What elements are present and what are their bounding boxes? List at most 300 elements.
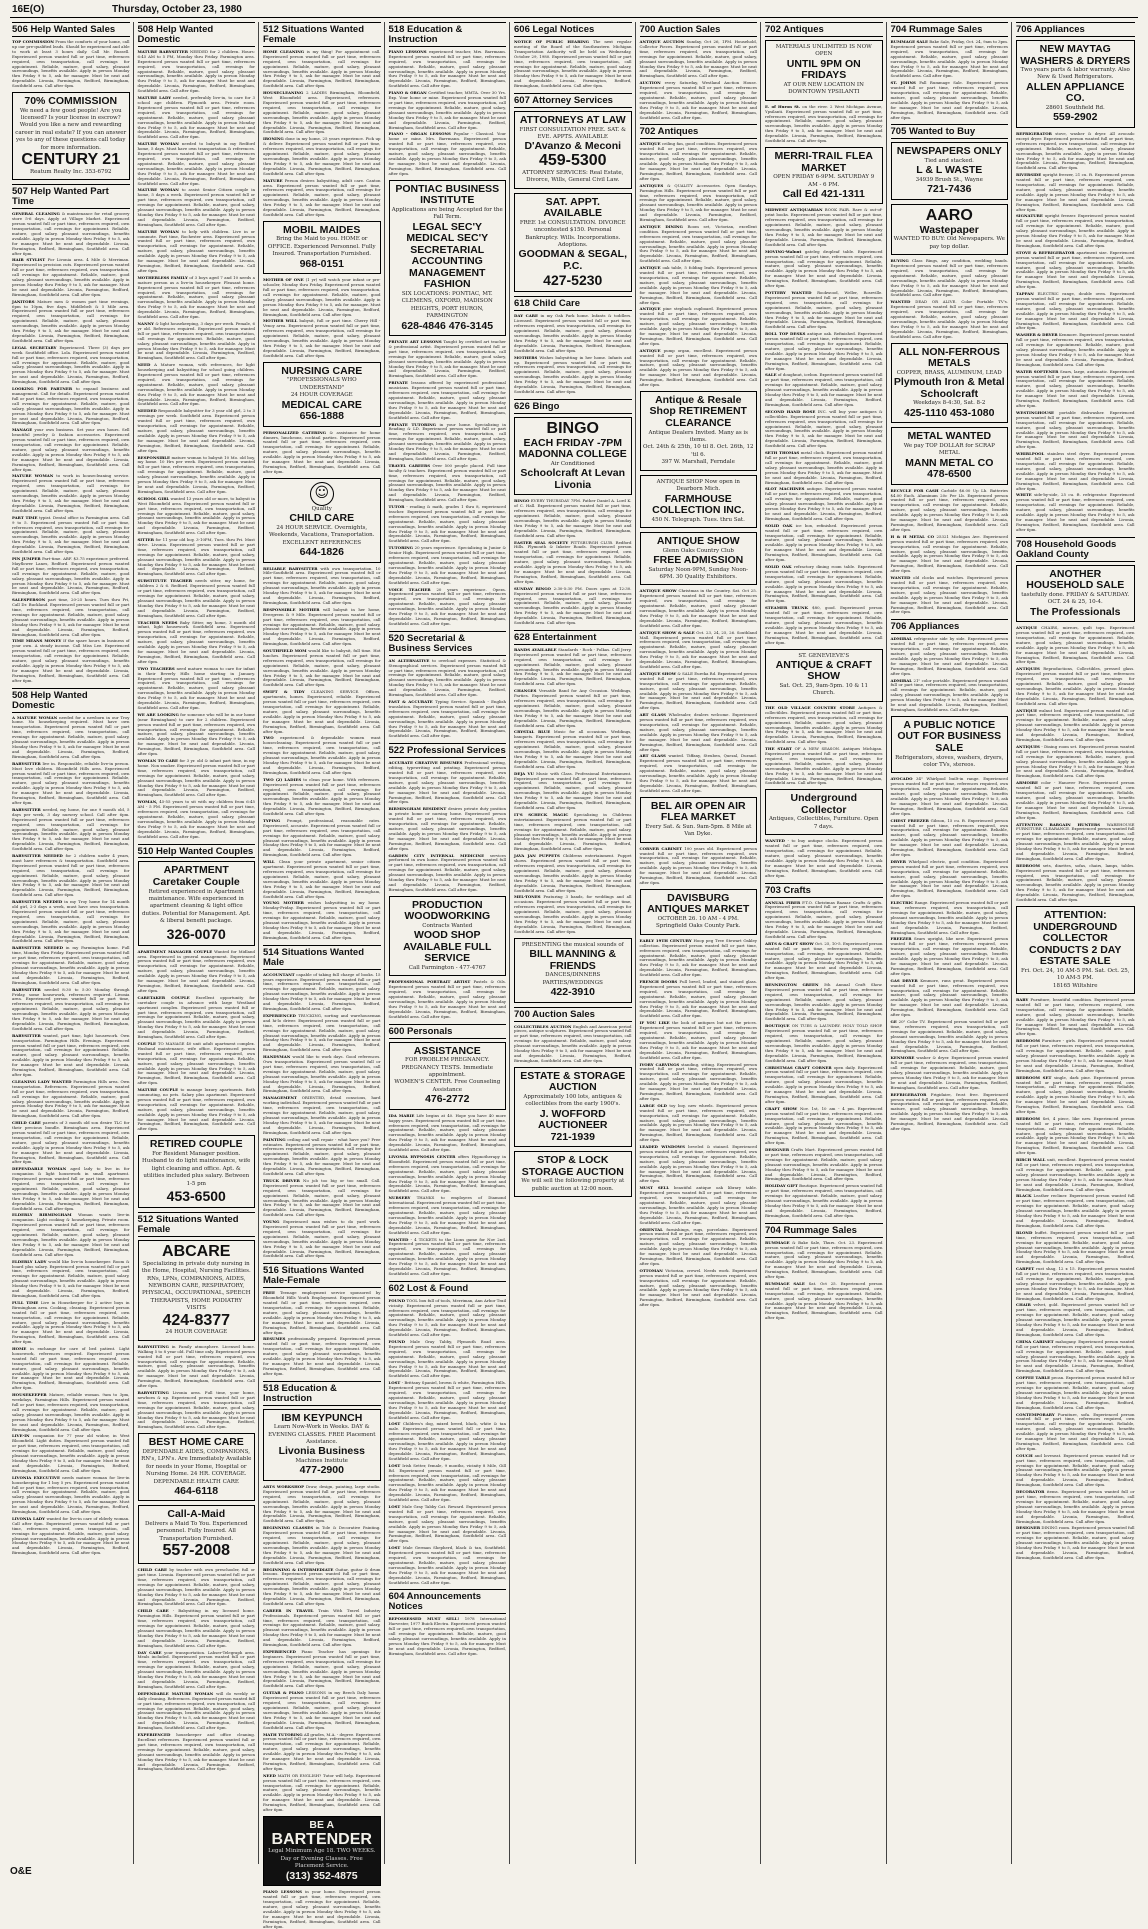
ad-filler: Experienced person wanted full or part time, references required, own transportation, call evenings for appointment. Reliable, mature, good salary, pleasant surroundings, benefits available. Apply in person Monday thru Friday 9 to 5, ask for manager. Must be neat and dependable. Livonia, Farmington, Redford, Birmingham, Southfield area. Call after 6pm. [388,857,506,892]
ad-text: LESSONS in my Beech Daly home. [306,1690,381,1696]
ad-lead: RESUMES [263,1336,286,1342]
ad-text: & light housekeeping, 3 days per week. Female, 6 yr old. References required. [137,320,255,331]
ad-filler: Experienced person wanted full or part time, references required, own transportation, call evenings for appointment. Reliable, mature, good salary, pleasant surroundings, benefits available. Apply in person Monday thru Friday 9 to 5, ask for manager. Must be neat and dependable. Livonia, Farmington, Redford, Birmingham, Southfield area. Call after 6pm. [12,1304,130,1345]
ad-filler: Experienced person wanted full or part time, references required, own transportation, call evenings for appointment. Reliable, mature, good salary, pleasant surroundings, benefits available. Apply in person Monday thru Friday 9 to 5, ask for manager. Must be neat and dependable. Livonia, Farmington, Redford, Birmingham, Southfield area. Call after 6pm. [639,1144,757,1184]
display-ad [138,1505,256,1564]
ad-lead: WASHER & DRYER [1016,332,1058,338]
classified-ad [12,988,130,1032]
classified-ad [1016,251,1135,290]
ad-lead: CARPET [1016,1266,1035,1272]
ad-lead: TYPING [263,817,281,823]
ad-lead: POTTERY WANTED [765,289,812,295]
classified-ad [765,373,883,407]
ad-lead: LOST [388,1462,401,1468]
ad-filler: Experienced person wanted full or part time, references required, own transportation, call evenings for appointment. Reliable, mature, good salary, pleasant surroundings, benefits available. Apply in person Monday thru Friday 9 to 5, ask for manager. Must be neat and dependable. Livonia, Farmington, Redford, Birmingham, Southfield area. Call after 6pm. [12,950,130,985]
classified-ad [138,1651,256,1690]
ad-lead: SUNDAY BINGO [514,585,551,591]
ad-filler: Experienced person wanted full or part time, references required, own transportation, call evenings for appointment. Reliable, mature, good salary, pleasant surroundings, benefits available. Apply in person Monday thru Friday 9 to 5, ask for manager. Must be neat and dependable. Livonia, Farmington, Redford, Birmingham, Southfield area. Call after 6pm. [765,294,883,330]
ad-filler: Experienced person wanted full or part time, references required, own transportation, call evenings for appointment. Reliable, mature, good salary, pleasant surroundings, benefits available. Apply in person Monday thru Friday 9 to 5, ask for manager. Must be neat and dependable. Livonia, Farmington, Redford, Birmingham, Southfield area. Call after 6pm. [765,751,883,786]
ad-lead: ACCOUNTANT [263,971,295,977]
ad-filler: Experienced person wanted full or part time, references required, own transportation, call evenings for appointment. Reliable, mature, good salary, pleasant surroundings, benefits available. Apply in person Monday thru Friday 9 to 5, ask for manager. Must be neat and dependable. Livonia, Farmington, Redford, Birmingham, Southfield area. Call after 6pm. [388,426,506,461]
display-ad [514,1067,632,1148]
ad-text: needed, my home, for one 9 month old, 5 days per week, 3 day nursery school. Call after 6pm. [12,806,130,817]
ad-text: Antiques & collectibles. [765,704,883,715]
ad-lead: SWIFT & TIDY [263,689,305,695]
ad-filler: Experienced person wanted full or part time, references required, own transportation, call evenings for appointment. Reliable, mature, good salary, pleasant surroundings, benefits available. Apply in person Monday thru Friday 9 to 5, ask for manager. Must be neat and dependable. Livonia, Farmington, Redford, Birmingham, Southfield area. Call after 6pm. [765,331,883,371]
ad-text: toy boy, new wheels. [669,1102,714,1108]
section-heading: 626 Bingo [514,399,632,414]
classified-section [765,1223,883,1321]
ad-text: Professional writing, editing, typewriting and printing. [388,760,506,771]
display-ad-line: 70% COMMISSION [24,95,118,108]
ad-filler: Experienced person wanted full or part time, references required, own transportation, call evenings for appointment. Reliable, mature, good salary, pleasant surroundings, benefits available. Apply in person Monday thru Friday 9 to 5, ask for manager. Must be neat and dependable. Livonia, Farmington, Redford, Birmingham, Southfield area. Call after 6pm. [263,781,381,817]
ad-lead: ANTIQUE DINING [639,223,683,229]
ad-lead: HOME [12,1346,27,1352]
classified-section [765,22,883,879]
ad-filler: Experienced person wanted full or part time, references required, own transportation, call evenings for appointment. Reliable, mature, good salary, pleasant surroundings, benefits available. Apply in person Monday thru Friday 9 to 5, ask for manager. Must be neat and dependable. Livonia, Farmington, Redford, Birmingham, Southfield area. Call after 6pm. [137,58,255,94]
classified-ad [263,901,381,940]
ad-filler: Experienced person wanted full or part time, references required, own transportation, call evenings for appointment. Reliable, mature, good salary, pleasant surroundings, benefits available. Apply in person Monday thru Friday 9 to 5, ask for manager. Must be neat and dependable. Livonia, Farmington, Redford, Birmingham, Southfield area. Call after 6pm. [1016,625,1135,665]
ad-filler: Experienced person wanted full or part time, references required, own transportation, call evenings for appointment. Reliable, mature, good salary, pleasant surroundings, benefits available. Apply in person Monday thru Friday 9 to 5, ask for manager. Must be neat and dependable. Livonia, Farmington, Redford, Birmingham, Southfield area. Call after 6pm. [263,976,381,1011]
ad-filler: Experienced person wanted full or part time, references required, own transportation, call evenings for appointment. Reliable, mature, good salary, pleasant surroundings, benefits available. Apply in person Monday thru Friday 9 to 5, ask for manager. Must be neat and dependable. Livonia, Farmington, Redford, Birmingham, Southfield area. Call after 6pm. [388,1503,506,1544]
ad-text: 21" color portable. [913,677,951,683]
ad-text: in Family atmosphere. Licensed home. Walking 5 to 8 year old. Full time only. [137,1343,255,1354]
ad-text: desires private duty position in private home or nursing home. [388,806,506,817]
display-ad-line: PRESENTING the musical sounds of [521,941,624,948]
classified-ad [263,973,381,1012]
ad-filler: Experienced person wanted full or part time, references required, own transportation, call evenings for appointment. Reliable, mature, good salary, pleasant surroundings, benefits available. Apply in person Monday thru Friday 9 to 5, ask for manager. Must be neat and dependable. Livonia, Farmington, Redford, Birmingham, Southfield area. Call after 6pm. [514,53,632,89]
ad-filler: Experienced person wanted full or part time, references required, own transportation, call evenings for appointment. Reliable, mature, good salary, pleasant surroundings, benefits available. Apply in person Monday thru Friday 9 to 5, ask for manager. Must be neat and dependable. Livonia, Farmington, Redford, Birmingham, Southfield area. Call after 6pm. [12,308,130,343]
ad-text: would like to babysit, full time. Hot lunches. [263,648,381,658]
classified-ad [891,259,1009,298]
ad-lead: NANNY [137,320,154,326]
classified-ad [12,598,130,637]
classified-ad [12,1347,130,1391]
ad-lead: ANTIQUE SHOW [639,670,677,676]
display-ad-line: 24 HOUR COVERAGE [165,1329,228,1336]
classified-ad [640,40,758,79]
ad-filler: Experienced person wanted full or part time, references required, own transportation, call evenings for appointment. Reliable, mature, good salary, pleasant surroundings, benefits available. Apply in person Monday thru Friday 9 to 5, ask for manager. Must be neat and dependable. Livonia, Farmington, Redford, Birmingham, Southfield area. Call after 6pm. [12,724,130,759]
classified-ad [1016,1076,1135,1115]
ad-text: to help with children. Live in or commute. Part time, Rochester area. [137,228,255,239]
ad-text: Over 500 people placed. Full time faculty & teachers. [388,462,506,473]
ad-filler: Experienced person wanted full or part time, references required, own transportation, call evenings for appointment. Reliable, mature, good salary, pleasant surroundings, benefits available. Apply in person Monday thru Friday 9 to 5, ask for manager. Must be neat and dependable. Livonia, Farmington, Redford, Birmingham, Southfield area. Call after 6pm. [639,187,757,223]
ad-filler: Experienced person wanted full or part time, references required, own transportation, call evenings for appointment. Reliable, mature, good salary, pleasant surroundings, benefits available. Apply in person Monday thru Friday 9 to 5, ask for manager. Must be neat and dependable. Livonia, Farmington, Redford, Birmingham, Southfield area. Call after 6pm. [514,359,632,395]
classified-section [765,883,883,1219]
classified-ad [640,672,758,711]
classified-ad [1016,370,1135,409]
ad-lead: MATURE WOMAN [137,228,179,234]
ad-filler: Experienced person wanted full or part time, references required, own transportation, call evenings for appointment. Reliable, mature, good salary, pleasant surroundings, benefits available. Apply in person Monday thru Friday 9 to 5, ask for manager. Must be neat and dependable. Livonia, Farmington, Redford, Birmingham, Southfield area. Call after 6pm. [263,100,381,135]
ad-filler: Experienced person wanted full or part time, references required, own transportation, call evenings for appointment. Reliable, mature, good salary, pleasant surroundings, benefits available. Apply in person Monday thru Friday 9 to 5, ask for manager. Must be neat and dependable. Livonia, Farmington, Redford, Birmingham, Southfield area. Call after 6pm. [890,936,1008,976]
ad-text: professionally prepared. [287,1336,338,1342]
ad-filler: Experienced person wanted full or part time, references required, own transportation, call evenings for appointment. Reliable, mature, good salary, pleasant surroundings, benefits available. Apply in person Monday thru Friday 9 to 5, ask for manager. Must be neat and dependable. Livonia, Farmington, Redford, Birmingham, Southfield area. Call after 6pm. [1016,1193,1135,1228]
ad-filler: Experienced person wanted full or part time, references required, own transportation, call evenings for appointment. Reliable, mature, good salary, pleasant surroundings, benefits available. Apply in person Monday thru Friday 9 to 5, ask for manager. Must be neat and dependable. Livonia, Farmington, Redford, Birmingham, Southfield area. Call after 6pm. [514,503,632,538]
ad-lead: FRENCH DOORS [639,979,678,985]
ad-text: TRUCKING, sorting and warehouseman and hi-lo driver. [263,1012,381,1023]
ad-text: will do weekly or daily cleaning. References. [137,1690,255,1701]
ad-text: pecan. [1051,1375,1065,1381]
ad-lead: DEJA VU [514,770,534,776]
ad-lead: WOMAN TO CARE [137,758,178,763]
ad-text: old clocks and watches. [913,575,965,581]
ad-text: English and American period pieces, antique sculptures. [514,1023,632,1034]
classified-ad [640,349,758,388]
classified-ad [389,854,507,893]
ad-text: Set, 4 piece, like new. [1042,1115,1092,1121]
classified-ad [765,1184,883,1218]
display-ad-line: 450 N. Telegraph. Tues. thru Sat. [651,516,745,523]
ad-text: Whirlpool electric, good condition. [908,858,981,864]
ad-lead: ART GLASS [639,712,666,718]
ad-filler: Experienced person wanted full or part time, references required, own transportation, call evenings for appointment. Reliable, mature, good salary, pleasant surroundings, benefits available. Apply in person Monday thru Friday 9 to 5, ask for manager. Must be neat and dependable. Livonia, Farmington, Redford, Birmingham, Southfield area. Call after 6pm. [388,550,506,585]
ad-lead: PRIVATE TUTORING [388,421,436,427]
ad-lead: WOMAN, [137,799,158,805]
display-ad-line: FREE 1st CONSULTATION. DIVORCE uncontested $150. Personal Bankruptcy. Wills. Incorporations. Adoptions. [519,219,626,248]
ad-text: oak table, 5 folding leafs. [662,265,715,271]
display-ad-line: BINGO [546,419,599,437]
ad-filler: Experienced person wanted full or part time, references required, own transportation, call evenings for appointment. Reliable, mature, good salary, pleasant surroundings, benefits available. Apply in person Monday thru Friday 9 to 5, ask for manager. Must be neat and dependable. Livonia, Farmington, Redford, Birmingham, Southfield area. Call after 6pm. [263,1653,381,1689]
ad-lead: HAIR STYLIST [12,257,46,263]
classified-ad [640,1104,758,1143]
ad-lead: BABY [1016,997,1029,1003]
classified-ad [640,939,758,978]
ad-filler: Experienced person wanted full or part time, references required, own transportation, call evenings for appointment. Reliable, mature, good salary, pleasant surroundings, benefits available. Apply in person Monday thru Friday 9 to 5, ask for manager. Must be neat and dependable. Livonia, Farmington, Redford, Birmingham, Southfield area. Call after 6pm. [1016,1229,1135,1265]
page-header [10,4,1138,18]
ad-filler: Experienced person wanted full or part time, references required, own transportation, call evenings for appointment. Reliable, mature, good salary, pleasant surroundings, benefits available. Apply in person Monday thru Friday 9 to 5, ask for manager. Must be neat and dependable. Livonia, Farmington, Redford, Birmingham, Southfield area. Call after 6pm. [137,1571,255,1607]
display-ad-line: ANTIQUE SHOW [656,535,740,548]
classified-section [891,124,1009,615]
ad-text: color - Hanover Piece. [1041,780,1091,786]
ad-lead: BOUTIQUE [765,1023,790,1029]
ad-lead: MIDWEST ANTIQUARIAN [765,207,823,213]
display-ad-line: 425-1110 453-1080 [903,406,995,419]
display-ad-line: 24 HOUR SERVICE. Overnights, Weekends, Vacations, Transportation. EXCELLENT REFERENCES [269,524,375,546]
ad-filler: Experienced person wanted full or part time, references required, own transportation, call evenings for appointment. Reliable, mature, good salary, pleasant surroundings, benefits available. Apply in person Monday thru Friday 9 to 5, ask for manager. Must be neat and dependable. Livonia, Farmington, Redford, Birmingham, Southfield area. Call after 6pm. [12,1479,130,1515]
classified-ad [514,356,632,395]
ad-filler: Experienced person wanted full or part time, references required, own transportation, call evenings for appointment. Reliable, mature, good salary, pleasant surroundings, benefits available. Apply in person Monday thru Friday 9 to 5, ask for manager. Must be neat and dependable. Livonia, Farmington, Redford, Birmingham, Southfield area. Call after 6pm. [639,983,757,1019]
display-ad-line: Saturday Noon-9PM, Sunday Noon-6PM. 30 Quality Exhibitors. [648,566,749,580]
page-footer [10,1866,1138,1882]
display-ad-line: Quality [311,505,332,512]
classified-ad [263,1179,381,1218]
ad-filler: Experienced person wanted full or part time, references required, own transportation, call evenings for appointment. Reliable, mature, good salary, pleasant surroundings, benefits available. Apply in person Monday thru Friday 9 to 5, ask for manager. Must be neat and dependable. Livonia, Farmington, Redford, Birmingham, Southfield area. Call after 6pm. [263,282,381,317]
classified-ad [12,1260,130,1299]
display-ad-line: DAVISBURG ANTIQUES MARKET [647,891,750,916]
ad-text: Reproductions, Collectibles, pressed glass. [1043,666,1135,672]
ad-lead: ANTIQUE [639,141,661,147]
classified-ad [263,690,381,734]
ad-lead: TWO (2) LADIES [263,776,302,782]
ad-text: antique. [806,486,823,492]
ad-text: ORIENTED, detail conscious, hard working individual. [263,1095,381,1106]
section-heading: 606 Legal Notices [514,22,632,37]
ad-lead: SCHOOL GIRL [137,495,170,501]
display-ad-line: 326-0070 [166,925,226,942]
classified-ad [891,937,1009,976]
section-heading: 518 Education & Instruction [263,1381,381,1406]
classified-ad [389,132,507,176]
ad-text: Crafts Mart. [790,1147,816,1153]
display-ad [891,142,1009,199]
ad-text: Part-time. ABF. $3.75 experience preferred. Mayflower Lanes, Redford. [12,555,130,566]
ad-lead: MATURE WOMAN [12,473,54,479]
ad-lead: REFRIGERATOR [890,1091,927,1097]
display-ad [1016,565,1135,622]
classified-ad [138,1345,256,1389]
ad-lead: FREEZER [890,936,912,942]
ad-lead: BEDROOM [1016,1115,1040,1121]
ad-filler: Experienced person wanted full or part time, references required, own transportation, call evenings for appointment. Reliable, mature, good salary, pleasant surroundings, benefits available. Apply in person Monday thru Friday 9 to 5, ask for manager. Must be neat and dependable. Livonia, Farmington, Redford, Birmingham, Southfield area. Call after 6pm. [263,694,381,734]
section-heading: 600 Personals [389,1024,507,1039]
classified-ad [891,777,1009,816]
classified-ad [1016,333,1135,367]
ad-text: offers Hypnotherapy in Bloomfield. [388,1154,506,1164]
ad-text: PITTSBURGH CLUB. Redford Hills. Plymouth & Inkster Roads. [514,539,632,550]
classified-ad [263,179,381,218]
ad-filler: Experienced person wanted full or part time, references required, own transportation, call evenings for appointment. Reliable, mature, good salary, pleasant surroundings, benefits available. Apply in person Monday thru Friday 9 to 5, ask for manager. Must be neat and dependable. Livonia, Farmington, Redford, Birmingham, Southfield area. Call after 6pm. [890,677,1008,712]
display-ad-line: 478-6500 [927,468,972,481]
ad-lead: PART TIME [12,514,38,520]
classified-ad [12,387,130,426]
ad-text: Clean your private apartment, senior citizen apartment. [263,859,381,870]
classified-ad [138,996,256,1040]
ad-text: Irish Setter, female, 9 months, vicinity 8 Mile, Gill Rd. [388,1462,506,1473]
ad-text: sets, dinettes, sofas, chairs, lamps, tables. [1042,862,1135,868]
ad-filler: Experienced person wanted full or part time, references required, own transportation, call evenings for appointment. Reliable, mature, good salary, pleasant surroundings, benefits available. Apply in person Monday thru Friday 9 to 5, ask for manager. Must be neat and dependable. Livonia, Farmington, Redford, Birmingham, Southfield area. Call after 6pm. [1016,249,1135,290]
ad-filler: Experienced person wanted full or part time, references required, own transportation, call evenings for appointment. Reliable, mature, good salary, pleasant surroundings, benefits available. Apply in person Monday thru Friday 9 to 5, ask for manager. Must be neat and dependable. Livonia, Farmington, Redford, Birmingham, Southfield area. Call after 6pm. [890,533,1008,574]
ad-text: F.T.O. Christmas Bazaar. Crafts & gifts. [802,899,883,905]
display-ad-line: 968-0151 [299,257,344,270]
ad-text: mahogany. [1055,1338,1077,1344]
ad-filler: Experienced person wanted full or part time, references required, own transportation, call evenings for appointment. Reliable, mature, good salary, pleasant surroundings, benefits available. Apply in person Monday thru Friday 9 to 5, ask for manager. Must be neat and dependable. Livonia, Farmington, Redford, Birmingham, Southfield area. Call after 6pm. [137,500,255,536]
ad-text: open daily. [833,1064,856,1070]
classified-ad [765,565,883,604]
ad-filler: Experienced person wanted full or part time, references required, own transportation, call evenings for appointment. Reliable, mature, good salary, pleasant surroundings, benefits available. Apply in person Monday thru Friday 9 to 5, ask for manager. Must be neat and dependable. Livonia, Farmington, Redford, Birmingham, Southfield area. Call after 6pm. [12,765,130,805]
classified-section [891,619,1009,1132]
classified-ad [640,184,758,223]
ad-text: Woman wants live-in companion. Light cooking & housekeeping. Private room. [12,1212,130,1223]
ad-filler: Experienced person wanted full or part time, references required, own transportation, call evenings for appointment. Reliable, mature, good salary, pleasant surroundings, benefits available. Apply in person Monday thru Friday 9 to 5, ask for manager. Must be neat and dependable. Livonia, Farmington, Redford, Birmingham, Southfield area. Call after 6pm. [388,765,506,805]
ad-lead: ARMOIRE [1016,780,1038,786]
classified-ad [640,266,758,305]
ad-text: 20 years experience. Opera. [436,586,506,592]
ad-text: Specializing in Childrens entertainment. [514,811,632,822]
ad-text: Room set, Victorian, excellent condition. [639,223,757,234]
ad-filler: Experienced person wanted full or part time, references required, own transportation, call evenings for appointment. Reliable, mature, good salary, pleasant surroundings, benefits available. Apply in person Monday thru Friday 9 to 5, ask for manager. Must be neat and dependable. Livonia, Farmington, Redford, Birmingham, Southfield area. Call after 6pm. [137,1736,255,1772]
classified-ad [765,1066,883,1105]
ad-filler: Experienced person wanted full or part time, references required, own transportation, call evenings for appointment. Reliable, mature, good salary, pleasant surroundings, benefits available. Apply in person Monday thru Friday 9 to 5, ask for manager. Must be neat and dependable. Livonia, Farmington, Redford, Birmingham, Southfield area. Call after 6pm. [514,651,632,687]
ad-text: Person desires babysitting, adult care. Canton area. [263,177,381,188]
classified-section [1016,22,1135,533]
ad-filler: Experienced person wanted full or part time, references required, own transportation, call evenings for appointment. Reliable, mature, good salary, pleasant surroundings, benefits available. Apply in person Monday thru Friday 9 to 5, ask for manager. Must be neat and dependable. Livonia, Farmington, Redford, Birmingham, Southfield area. Call after 6pm. [263,1488,381,1524]
ad-lead: FOUND [388,1338,405,1344]
ad-text: Train With Travel Industry Professionals. [263,1607,381,1618]
classified-ad [1016,214,1135,248]
classified-ad [1016,1454,1135,1488]
display-ad-line: Specializing in private duty nursing in the Home, Hospital, Nursing Facilities. RNs, LPNs, COMPANIONS, AIDES, NEWBORN CARE, RESPIRATORY, PHYSICAL, OCCUPATIONAL, SPEECH THERAPISTS, HOME PODIATRY VISITS [141,1260,251,1312]
classified-ad [640,142,758,181]
section-heading: 607 Attorney Services [514,93,632,108]
ad-text: for 11 year old boy, 3-10PM, Tues. thru Fri. Must drive. Livonia. [137,537,255,547]
ad-filler: Experienced person wanted full or part time, references required, own transportation, call evenings for appointment. Reliable, mature, good salary, pleasant surroundings, benefits available. Apply in person Monday thru Friday 9 to 5, ask for manager. Must be neat and dependable. Livonia, Farmington, Redford, Birmingham, Southfield area. Call after 6pm. [388,591,506,626]
classified-ad [514,541,632,585]
classified-ad [138,363,256,407]
display-ad-line: ALLEN APPLIANCE CO. [1026,80,1125,105]
classified-section [640,124,758,1308]
classified-ad [138,96,256,140]
classified-ad [263,1650,381,1689]
classified-ad [138,1568,256,1607]
classified-ad [1016,781,1135,820]
classified-ad [1016,493,1135,532]
ad-text: your transportation. Lahser-Telegraph area. Meals included. [137,1649,255,1660]
ad-lead: ADMIRAL [890,677,913,683]
ad-lead: PRIVATE ART LESSONS [388,339,442,345]
ad-text: capable of taking full charge of books. 15 years experience. [263,971,381,982]
ad-lead: LEADED WINDOWS [639,1144,685,1150]
ad-filler: Experienced person wanted full or part time, references required, own transportation, call evenings for appointment. Reliable, mature, good salary, pleasant surroundings, benefits available. Apply in person Monday thru Friday 9 to 5, ask for manager. Must be neat and dependable. Livonia, Farmington, Redford, Birmingham, Southfield area. Call after 6pm. [12,602,130,637]
ad-lead: MATURE COUPLE [137,1087,179,1093]
classified-ad [138,538,256,577]
ad-lead: CHINA CABINET [1016,1338,1054,1344]
ad-lead: WESTINGHOUSE [1016,409,1054,415]
display-ad [138,1433,256,1501]
ad-filler: Experienced person wanted full or part time, references required, own transportation, call evenings for appointment. Reliable, mature, good salary, pleasant surroundings, benefits available. Apply in person Monday thru Friday 9 to 5, ask for manager. Must be neat and dependable. Livonia, Farmington, Redford, Birmingham, Southfield area. Call after 6pm. [890,858,1008,899]
classified-ad [514,1025,632,1064]
ad-filler: Experienced person wanted full or part time, references required, own transportation, call evenings for appointment. Reliable, mature, good salary, pleasant surroundings, benefits available. Apply in person Monday thru Friday 9 to 5, ask for manager. Must be neat and dependable. Livonia, Farmington, Redford, Birmingham, Southfield area. Call after 6pm. [765,986,883,1022]
ad-text: pine stepback cupboard. [662,306,714,312]
ad-filler: Experienced person wanted full or part time, references required, own transportation, call evenings for appointment. Reliable, mature, good salary, pleasant surroundings, benefits available. Apply in person Monday thru Friday 9 to 5, ask for manager. Must be neat and dependable. Livonia, Farmington, Redford, Birmingham, Southfield area. Call after 6pm. [1016,451,1135,491]
ad-lead: BABYSITTING [137,1390,169,1396]
ad-text: For Livonia area. 4 Mile & Merriman. Experienced in precision cuts. [12,257,130,268]
ad-text: If the spare hours in business of your own. A steady income. Call Miss Lee. [12,638,130,649]
classified-ad [389,1196,507,1235]
section-heading: 508 Help Wanted Domestic [138,22,256,47]
ad-lead: GAS DRYER [890,977,918,983]
classified-ad [263,1055,381,1094]
classified-ad [263,1337,381,1376]
ad-text: All grades, M.A. - degree. [303,1731,355,1737]
classified-ad [1016,292,1135,331]
ad-lead: HOLIDAY GIFT [765,1183,798,1189]
display-ad-line: APARTMENT [163,864,229,877]
ad-filler: Experienced person wanted full or part time, references required, own transportation, call evenings for appointment. Reliable, mature, good salary, pleasant surroundings, benefits available. Apply in person Monday thru Friday 9 to 5, ask for manager. Must be neat and dependable. Livonia, Farmington, Redford, Birmingham, Southfield area. Call after 6pm. [388,811,506,851]
ad-text: Standards - Rock - Polkas. Call Jerry. [558,646,632,652]
ad-text: Pastels & Oils. [473,979,507,985]
classified-ad [514,40,632,89]
classified-ad [263,736,381,775]
ad-lead: WILL [263,859,275,865]
ad-filler: Experienced person wanted full or part time, references required, own transportation, call evenings for appointment. Reliable, mature, good salary, pleasant surroundings, benefits available. Apply in person Monday thru Friday 9 to 5, ask for manager. Must be neat and dependable. Livonia, Farmington, Redford, Birmingham, Southfield area. Call after 6pm. [12,1222,130,1257]
ad-filler: Experienced person wanted full or part time, references required, own transportation, call evenings for appointment. Reliable, mature, good salary, pleasant surroundings, benefits available. Apply in person Monday thru Friday 9 to 5, ask for manager. Must be neat and dependable. Livonia, Farmington, Redford, Birmingham, Southfield area. Call after 6pm. [514,318,632,353]
ad-filler: Experienced person wanted full or part time, references required, own transportation, call evenings for appointment. Reliable, mature, good salary, pleasant surroundings, benefits available. Apply in person Monday thru Friday 9 to 5, ask for manager. Must be neat and dependable. Livonia, Farmington, Redford, Birmingham, Southfield area. Call after 6pm. [137,1695,255,1731]
ad-filler: Experienced person wanted full or part time, references required, own transportation, call evenings for appointment. Reliable, mature, good salary, pleasant surroundings, benefits available. Apply in person Monday thru Friday 9 to 5, ask for manager. Must be neat and dependable. Livonia, Farmington, Redford, Birmingham, Southfield area. Call after 6pm. [890,1055,1008,1090]
classified-ad [891,81,1009,120]
ad-text: in your home. Specializing in Reading & LD. [388,421,506,432]
display-ad-line: SIX LOCATIONS: PONTIAC, MT. CLEMENS, OXFORD, MADISON HEIGHTS, PORT HURON, FARMINGTON [401,290,493,320]
ad-lead: SOLID OAK [765,564,792,570]
section-heading: 604 Announcements Notices [389,1589,507,1614]
ad-lead: TIME MEANS MONEY [12,638,62,644]
section-heading: 700 Auction Sales [514,1007,632,1022]
ad-filler: Experienced person wanted full or part time, references required, own transportation, call evenings for appointment. Reliable, mature, good salary, pleasant surroundings, benefits available. Apply in person Monday thru Friday 9 to 5, ask for manager. Must be neat and dependable. Livonia, Farmington, Redford, Birmingham, Southfield area. Call after 6pm. [12,862,130,898]
ad-text: Hoop peg Tree Stewart Oakley collection. [639,937,757,948]
ad-lead: A MATURE WOMAN [12,714,58,720]
display-ad-line: Wastepaper [919,223,979,236]
display-ad-line: Oct. 24th & 25th, 10 til 8. Oct. 26th, 12 'til 6. [643,444,754,458]
ad-filler: Experienced person wanted full or part time, references required, own transportation, call evenings for appointment. Reliable, mature, good salary, pleasant surroundings, benefits available. Apply in person Monday thru Friday 9 to 5, ask for manager. Must be neat and dependable. Livonia, Farmington, Redford, Birmingham, Southfield area. Call after 6pm. [137,675,255,710]
ad-lead: TRUCK DRIVER [263,1177,300,1183]
ad-lead: WANTED [890,299,911,305]
classified-ad [389,1299,507,1338]
classified-ad [891,300,1009,339]
ad-lead: H & H METAL CO [890,533,935,539]
display-ad-line: BEL AIR OPEN AIR FLEA MARKET [650,799,746,824]
classified-ad [389,1505,507,1544]
classified-ad [263,1568,381,1607]
ad-text: to overload expenses. Statistical & Stenographical services. [388,657,506,668]
display-ad-line: Reatum Realty Inc. 353-6792 [29,168,112,175]
ad-text: of 3 boys aged 7 and 10 needs a mature person as a live-in housekeeper. Pleasant home. [137,274,255,285]
ad-text: 5th Annual Craft Show. [823,982,883,988]
display-ad-line: STOP & LOCK STORAGE AUCTION [521,1154,624,1178]
classified-ad [891,1020,1009,1054]
ad-text: upright freezer, 21 cu. ft. [1042,172,1094,178]
ad-text: parents of 3 month old son desire TLC for their precious bundle. Birmingham area. [12,1120,130,1131]
ad-filler: Experienced person wanted full or part time, references required, own transportation, call evenings for appointment. Reliable, mature, good salary, pleasant surroundings, benefits available. Apply in person Monday thru Friday 9 to 5, ask for manager. Must be neat and dependable. Livonia, Farmington, Redford, Birmingham, Southfield area. Call after 6pm. [388,508,506,544]
ad-filler: Experienced person wanted full or part time, references required, own transportation, call evenings for appointment. Reliable, mature, good salary, pleasant surroundings, benefits available. Apply in person Monday thru Friday 9 to 5, ask for manager. Must be neat and dependable. Livonia, Farmington, Redford, Birmingham, Southfield area. Call after 6pm. [137,1045,255,1086]
ad-filler: Experienced person wanted full or part time, references required, own transportation, call evenings for appointment. Reliable, mature, good salary, pleasant surroundings, benefits available. Apply in person Monday thru Friday 9 to 5, ask for manager. Must be neat and dependable. Livonia, Farmington, Redford, Birmingham, Southfield area. Call after 6pm. [639,1226,757,1266]
classified-ad [389,1381,507,1420]
ad-lead: BIRCH WALL [1016,1157,1046,1163]
ad-text: Typing Service. Spanish - English translation. [388,698,506,709]
ad-lead: WE ARE LOOKING [137,711,179,717]
ad-text: Sears upright, like new. [914,936,965,942]
classified-ad [1016,1158,1135,1192]
classified-ad [138,950,256,994]
ad-lead: MATH TUTORING [263,1731,303,1737]
ad-filler: Experienced person wanted full or part time, references required, own transportation, call evenings for appointment. Reliable, mature, good salary, pleasant surroundings, benefits available. Apply in person Monday thru Friday 9 to 5, ask for manager. Must be neat and dependable. Livonia, Farmington, Redford, Birmingham, Southfield area. Call after 6pm. [1016,707,1135,743]
display-ad-line: FOR PROBLEM PREGNANCY. PREGNANCY TESTS. Immediate appointment. [401,1057,493,1078]
ad-text: Furniture - girls. [1041,1038,1077,1044]
ad-lead: BABYSITTER [12,806,41,812]
classified-ad [263,860,381,899]
ad-text: A Mature woman, with references, for light housekeeping and babysitting for school going children. [137,362,255,373]
ad-lead: EXPERIENCED [263,1012,296,1018]
classified-ad [138,276,256,320]
ad-text: 45-55 years to sit with my children from 6:45 AM - 5 PM. [137,799,255,810]
classified-section [640,22,758,120]
ad-filler: Experienced person wanted full or part time, references required, own transportation, call evenings for appointment. Reliable, mature, good salary, pleasant surroundings, benefits available. Apply in person Monday thru Friday 9 to 5, ask for manager. Must be neat and dependable. Livonia, Farmington, Redford, Birmingham, Southfield area. Call after 6pm. [12,478,130,513]
ad-lead: LOST [388,1503,401,1509]
section-heading: 705 Wanted to Buy [891,124,1009,139]
section-heading: 628 Entertainment [514,630,632,645]
display-ad-line: Schoolcraft At Levan Livonia [520,467,626,491]
column [763,22,887,1864]
ad-lead: APARTMENT MANAGER COUPLE [137,948,213,954]
ad-filler: Experienced person wanted full or part time, references required, own transportation, call evenings for appointment. Reliable, mature, good salary, pleasant surroundings, benefits available. Apply in person Monday thru Friday 9 to 5, ask for manager. Must be neat and dependable. Livonia, Farmington, Redford, Birmingham, Southfield area. Call after 6pm. [263,1141,381,1176]
ad-lead: TRAVEL CAREERS [388,462,431,468]
ad-filler: Experienced person wanted full or part time, references required, own transportation, call evenings for appointment. Reliable, mature, good salary, pleasant surroundings, benefits available. Apply in person Monday thru Friday 9 to 5, ask for manager. Must be neat and dependable. Livonia, Farmington, Redford, Birmingham, Southfield area. Call after 6pm. [137,413,255,453]
ad-text: Farmington Hills area. Own transportation. References. [12,1078,130,1089]
display-ad [138,1240,256,1341]
classified-ad [1016,1039,1135,1073]
ad-lead: DRYER [890,858,906,864]
ad-text: by teacher with own preschooler, full or part time. Livonia. [137,1567,255,1577]
classified-ad [138,456,256,495]
ad-lead: BEGINNING CLASSES [263,1525,314,1531]
